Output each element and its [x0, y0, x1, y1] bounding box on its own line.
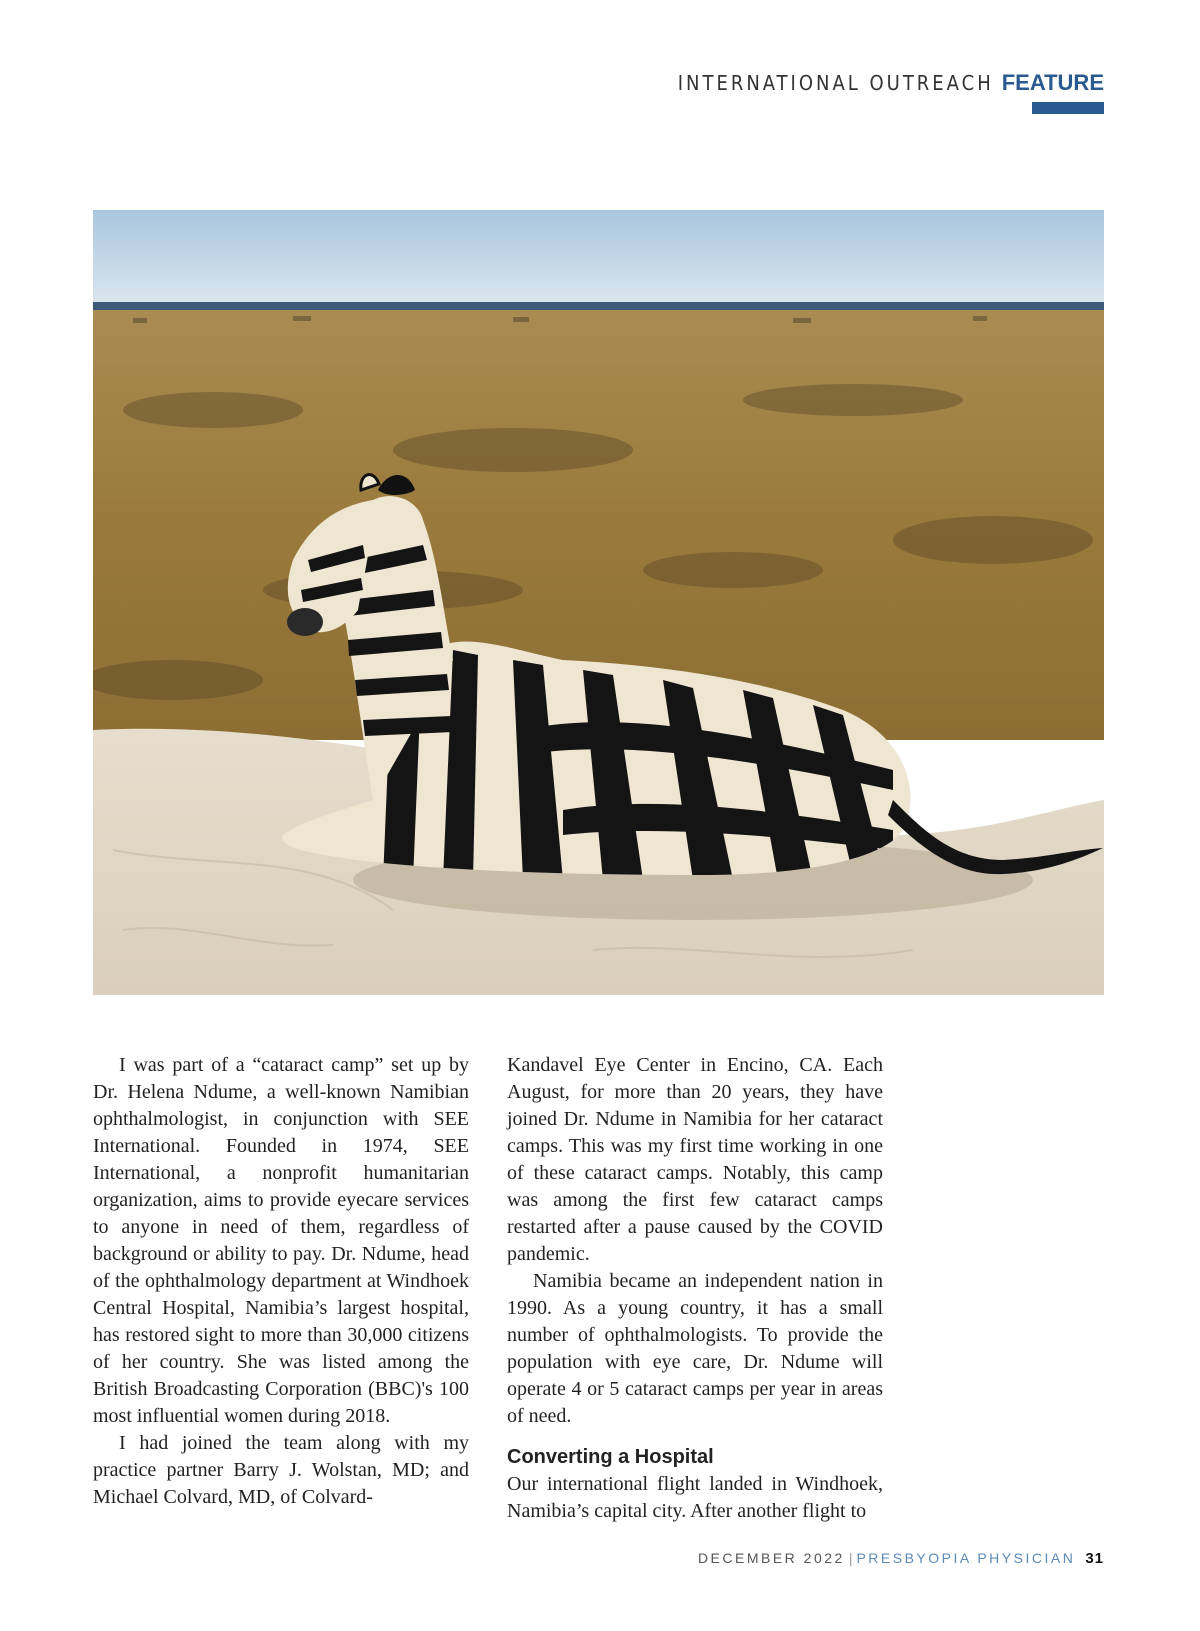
- page-footer: [698, 1550, 1104, 1567]
- body-paragraph: I had joined the team along with my practice partner Barry J. Wolstan, MD; and Michael Colvard, MD, of Colvard-: [93, 1432, 469, 1508]
- zebra-photo: [93, 210, 1104, 995]
- header-accent-bar: [1032, 102, 1104, 114]
- page-header: [678, 70, 1104, 96]
- body-paragraph: Namibia became an independent nation in 1990. As a young country, it has a small number of ophthalmologists. To provide the population with eye care, Dr. Ndume will operate 4 or 5 cataract camps per year in areas of need.: [507, 1270, 883, 1427]
- footer-separator: |: [848, 1550, 853, 1566]
- article-column-right: [507, 1052, 883, 1525]
- publication-name: PRESBYOPIA PHYSICIAN: [856, 1550, 1076, 1566]
- body-paragraph: Our international flight landed in Windhoek, Namibia’s capital city. After another flight to: [507, 1473, 883, 1522]
- issue-date: DECEMBER 2022: [697, 1550, 845, 1566]
- body-paragraph: I was part of a “cataract camp” set up by Dr. Helena Ndume, a well-known Namibian ophthalmologist, in conjunction with SEE International. Founded in 1974, SEE International, a nonprofit humanitarian organization, aims to provide eyecare services to anyone in need of them, regardless of background or ability to pay. Dr. Ndume, head of the ophthalmology department at Windhoek Central Hospital, Namibia’s largest hospital, has restored sight to more than 30,000 citizens of her country. She was listed among the British Broadcasting Corporation (BBC)'s 100 most influential women during 2018.: [93, 1054, 469, 1427]
- page-number: 31: [1085, 1550, 1104, 1567]
- article-column-left: [93, 1052, 469, 1511]
- section-subhead: Converting a Hospital: [507, 1446, 714, 1468]
- section-label: INTERNATIONAL OUTREACH: [677, 71, 994, 95]
- zebra-illustration: [93, 210, 1104, 995]
- feature-label: FEATURE: [1001, 70, 1104, 95]
- body-paragraph: Kandavel Eye Center in Encino, CA. Each August, for more than 20 years, they have joined Dr. Ndume in Namibia for her cataract camps. This was my first time working in one of these cataract camps. Notably, this camp was among the first few cataract camps restarted after a pause caused by the COVID pandemic.: [507, 1054, 883, 1265]
